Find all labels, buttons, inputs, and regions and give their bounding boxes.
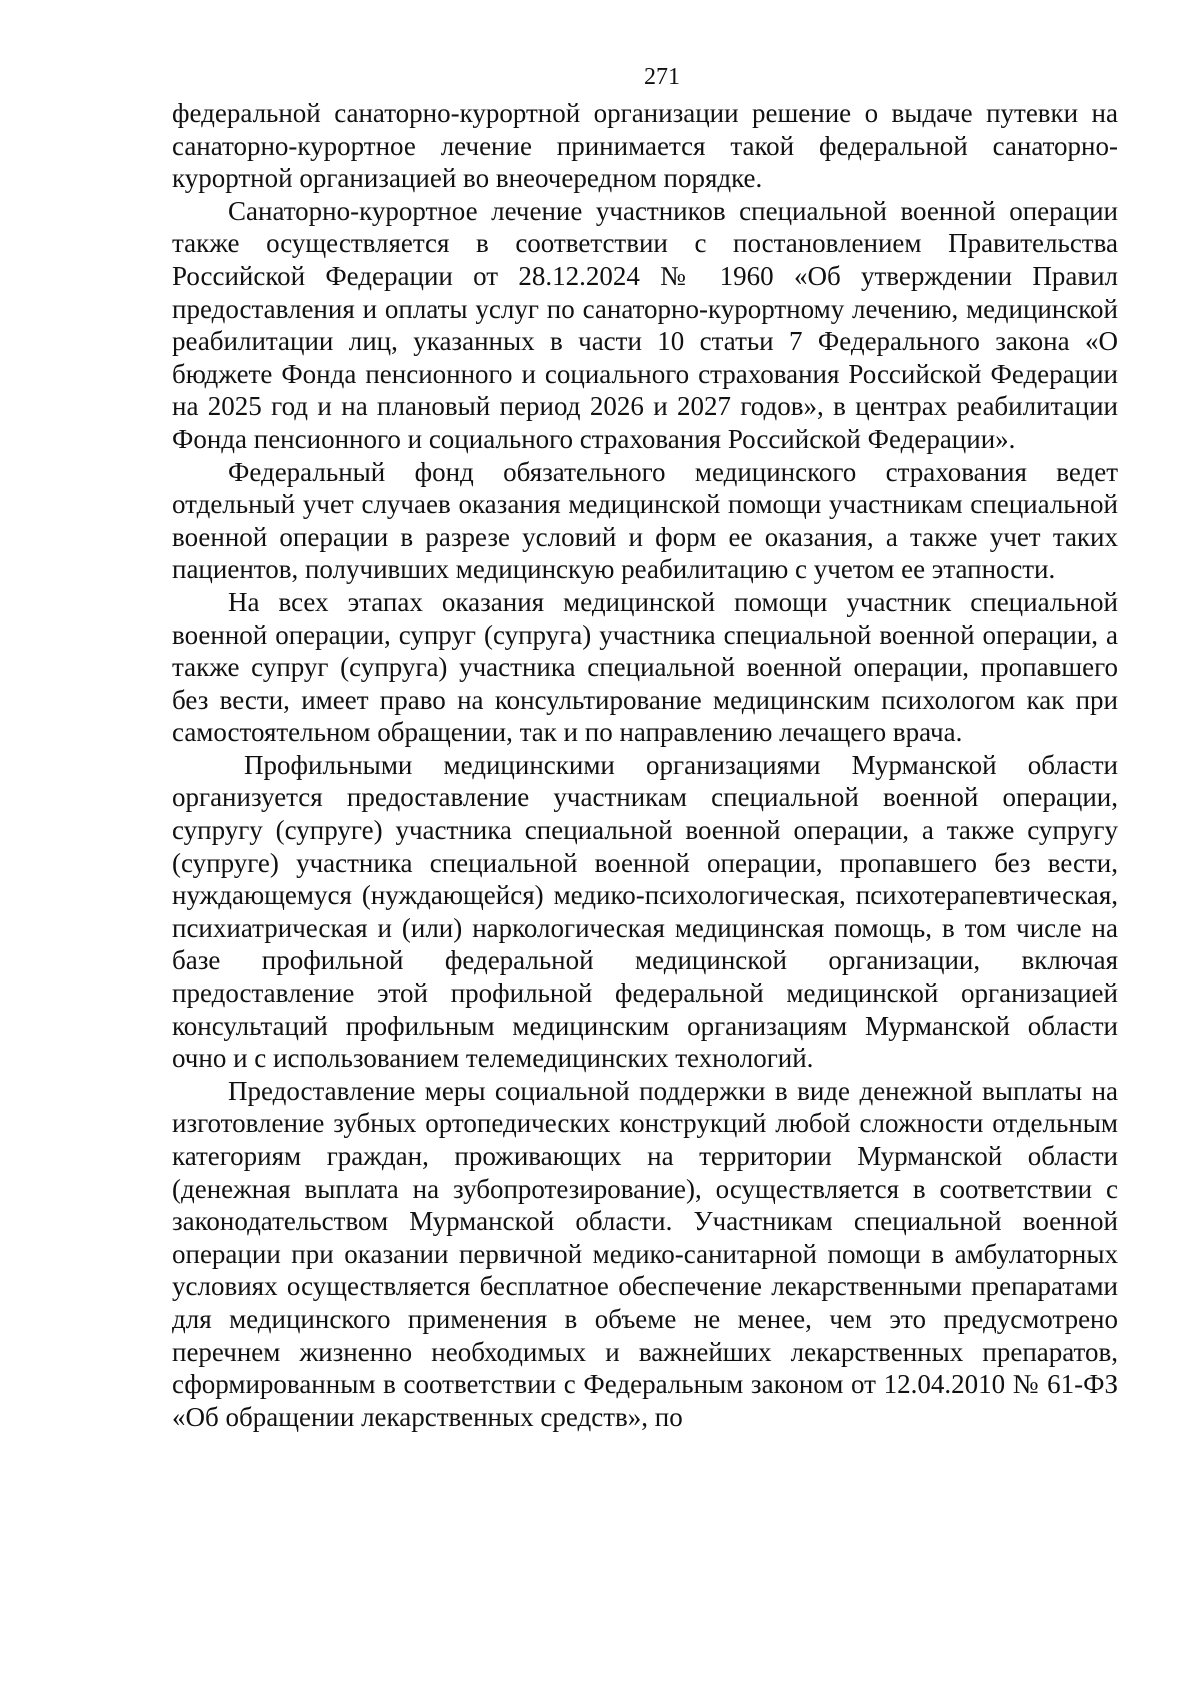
paragraph-psychologist-consultation: На всех этапах оказания медицинской помощи участник специальной военной операции, супруг (супруга) участника специальной военной операции, а также супруг (супруга) участника специальной военной операции, пропавшего без вести, имеет право на консультирование медицинским психологом как при самостоятельном обращении, так и по направлению лечащего врача. [172,586,1118,748]
page-number: 271 [644,64,680,90]
paragraph-sanatorium-treatment: Санаторно-курортное лечение участников специальной военной операции также осуществляется в соответствии с постановлением Правительства Российской Федерации от 28.12.2024 № 1960 «Об утверждении Правил предоставления и оплаты услуг по санаторно-курортному лечению, медицинской реабилитации лиц, указанных в части 10 статьи 7 Федерального закона «О бюджете Фонда пенсионного и социального страхования Российской Федерации на 2025 год и на плановый период 2026 и 2027 годов», в центрах реабилитации Фонда пенсионного и социального страхования Российской Федерации». [172,195,1118,454]
paragraph-dental-payment: Предоставление меры социальной поддержки в виде денежной выплаты на изготовление зубных ортопедических конструкций любой сложности отдельным категориям граждан, проживающих на территории Мурманской области (денежная выплата на зубопротезирование), осуществляется в соответствии с законодательством Мурманской области. Участникам специальной военной операции при оказании первичной медико-санитарной помощи в амбулаторных условиях осуществляется бесплатное обеспечение лекарственными препаратами для медицинского применения в объеме не менее, чем это предусмотрено перечнем жизненно необходимых и важнейших лекарственных препаратов, сформированным в соответствии с Федеральным законом от 12.04.2010 № 61-ФЗ «Об обращении лекарственных средств», по [172,1075,1118,1432]
paragraph-profile-organizations: Профильными медицинскими организациями Мурманской области организуется предоставление участникам специальной военной операции, супругу (супруге) участника специальной военной операции, а также супругу (супруге) участника специальной военной операции, пропавшего без вести, нуждающемуся (нуждающейся) медико-психологическая, психотерапевтическая, психиатрическая и (или) наркологическая медицинская помощь, в том числе на базе профильной федеральной медицинской организации, включая предоставление этой профильной федеральной медицинской организацией консультаций профильным медицинским организациям Мурманской области очно и с использованием телемедицинских технологий. [172,749,1118,1074]
paragraph-sanatorium-decision: федеральной санаторно-курортной организации решение о выдаче путевки на санаторно-курортное лечение принимается такой федеральной санаторно-курортной организацией во внеочередном порядке. [172,98,1118,194]
paragraph-ffoms-accounting: Федеральный фонд обязательного медицинского страхования ведет отдельный учет случаев оказания медицинской помощи участникам специальной военной операции в разрезе условий и форм ее оказания, а также учет таких пациентов, получивших медицинскую реабилитацию с учетом ее этапности. [172,456,1118,585]
